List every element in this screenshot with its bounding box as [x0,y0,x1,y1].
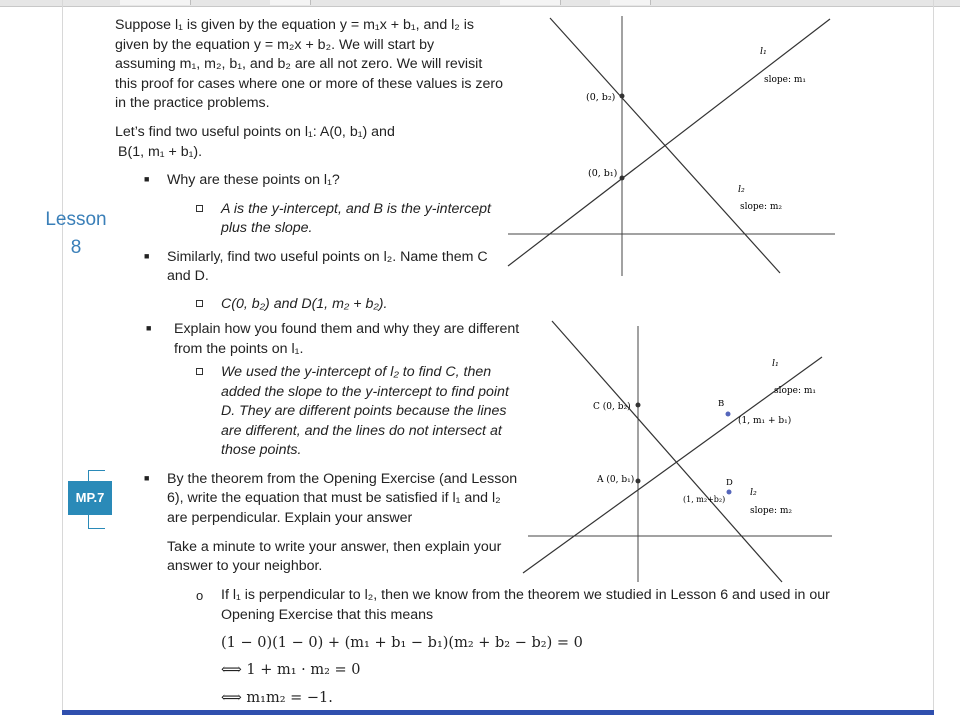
find-points-line-2: B(1, m₁ + b₁). [118,144,203,160]
label-slope-m1: slope: m₁ [774,386,817,396]
page-bottom-rule [62,710,934,715]
intro-line-1: Suppose l₁ is given by the equation y = m₁x + b₁, and l₂ is [115,17,474,33]
label-l1: l₁ [760,46,767,57]
intro-line-3: assuming m₁, m₂, b₁, and b₂ are all not zero. We will revisit [115,56,483,72]
intro-line-4: this proof for cases where one or more of these values is zero [115,76,503,92]
bullet: ■ [144,473,150,483]
answer-4-line-1: If l₁ is perpendicular to l₂, then we know from the theorem we studied in Lesson 6 and used in our [221,587,830,603]
label-0-b1: (0, b₁) [588,168,618,179]
mp7-tag: MP.7 [68,481,112,515]
point-b [726,412,731,417]
label-b-coords: (1, m₁ + b₁) [738,416,792,426]
question-1: Why are these points on l₁? [167,172,340,188]
find-points-line-1: Let’s find two useful points on l₁: A(0, b₁) and [115,124,395,140]
answer-3-line-4: are different, and the lines do not intersect at [221,423,502,439]
bullet: ■ [144,174,150,184]
question-2-line-2: and D. [167,268,209,284]
bullet: ■ [146,323,152,333]
answer-3-line-1: We used the y-intercept of l₂ to find C, then [221,364,492,380]
label-b: B [718,399,725,409]
label-slope-m2: slope: m₂ [750,506,793,516]
equation-2: ⟺ 1 + m₁ · m₂ = 0 [221,662,361,678]
question-4-line-2: 6), write the equation that must be satisfied if l₁ and l₂ [167,490,501,506]
sub-bullet [196,368,203,375]
take-minute-line-1: Take a minute to write your answer, then explain your [167,539,502,555]
sub-bullet [196,300,203,307]
label-d-coords: (1, m₂+b₂) [683,495,726,504]
label-l2: l₂ [738,184,745,195]
line-l2 [552,321,782,582]
page-edge-right [933,0,934,712]
label-0-b2: (0, b₂) [586,92,616,103]
lesson-label: Lesson 8 [45,209,107,258]
take-minute-line-2: answer to your neighbor. [167,558,323,574]
label-l1: l₁ [772,358,779,369]
question-4-line-3: are perpendicular. Explain your answer [167,510,413,526]
bullet: ■ [144,251,150,261]
answer-3-line-2: added the slope to the y-intercept to find point [221,384,509,400]
question-3-line-1: Explain how you found them and why they are different [174,321,520,337]
answer-3-line-3: D. They are different points because the lines [221,403,507,419]
label-a: A (0, b₁) [597,475,635,485]
question-3-line-2: from the points on l₁. [174,341,304,357]
point-a [636,479,641,484]
point-b1 [620,176,625,181]
equation-1: (1 − 0)(1 − 0) + (m₁ + b₁ − b₁)(m₂ + b₂ − b₂) = 0 [221,635,583,651]
hollow-bullet: o [196,588,204,603]
answer-1-line-1: A is the y-intercept, and B is the y-intercept [221,201,491,217]
label-slope-m1: slope: m₁ [764,75,807,85]
label-d: D [726,478,733,488]
label-l2: l₂ [750,487,757,498]
sub-bullet [196,205,203,212]
answer-3-line-5: those points. [221,442,302,458]
line-l1 [508,19,830,266]
point-b2 [620,94,625,99]
label-c: C (0, b₂) [593,402,631,412]
equation-3: ⟺ m₁m₂ = −1. [221,690,333,706]
diagram-two-lines-2 [520,318,840,586]
point-c [636,403,641,408]
label-slope-m2: slope: m₂ [740,202,783,212]
question-2-line-1: Similarly, find two useful points on l₂. Name them C [167,249,488,265]
page-edge-left [62,0,63,712]
answer-2: C(0, b₂) and D(1, m₂ + b₂). [221,296,388,312]
intro-line-2: given by the equation y = m₂x + b₂. We will start by [115,37,435,53]
diagram-two-lines-1 [500,8,845,280]
answer-4-line-2: Opening Exercise that this means [221,607,434,623]
window-top-bar [0,0,960,7]
intro-line-5: in the practice problems. [115,95,270,111]
line-l2 [550,18,783,273]
question-4-line-1: By the theorem from the Opening Exercise (and Lesson [167,471,518,487]
answer-1-line-2: plus the slope. [221,220,313,236]
point-d [727,490,732,495]
